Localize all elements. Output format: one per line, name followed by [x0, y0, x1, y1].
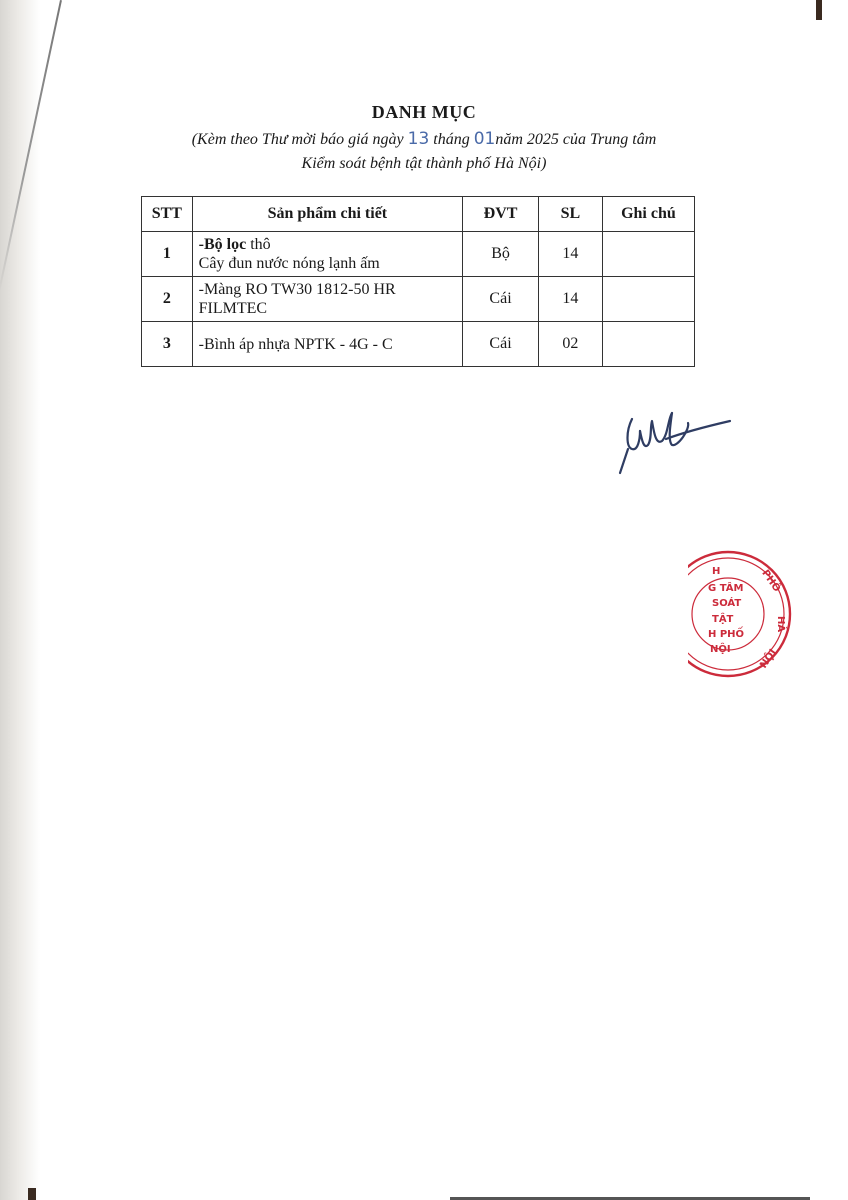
cell-quantity: 14	[539, 232, 603, 277]
subtitle-suffix: năm 2025 của Trung tâm	[495, 131, 657, 148]
product-name: -Bình áp nhựa NPTK - 4G - C	[198, 335, 393, 353]
cell-unit: Bộ	[463, 232, 539, 277]
header-quantity: SL	[539, 197, 603, 232]
product-name-line2: FILMTEC	[198, 300, 268, 317]
cell-quantity: 14	[539, 277, 603, 322]
cell-unit: Cái	[463, 322, 539, 367]
product-name-line2: Cây đun nước nóng lạnh ấm	[198, 255, 380, 272]
document-subtitle	[0, 127, 848, 176]
scan-corner-mark	[816, 0, 822, 20]
stamp-text: G TÂM	[708, 583, 744, 594]
cell-note	[602, 277, 694, 322]
header-product-detail: Sản phẩm chi tiết	[192, 197, 462, 232]
cell-product	[192, 277, 462, 322]
header-note: Ghi chú	[602, 197, 694, 232]
header-unit: ĐVT	[463, 197, 539, 232]
product-name: -Màng RO TW30 1812-50 HR	[198, 281, 396, 298]
subtitle-line-1	[0, 127, 848, 152]
document-title: DANH MỤC	[371, 102, 477, 122]
subtitle-prefix: (Kèm theo Thư mời báo giá ngày	[191, 131, 408, 148]
table-row	[142, 277, 695, 322]
cell-stt: 3	[142, 322, 193, 367]
product-name: thô	[246, 236, 271, 253]
handwritten-day: 13	[407, 129, 430, 149]
scan-bottom-mark	[28, 1188, 36, 1200]
scan-page-edge	[0, 0, 40, 1200]
stamp-text: H	[712, 566, 721, 577]
subtitle-month-label: tháng	[429, 131, 474, 148]
stamp-ring-text: HÀ	[775, 616, 786, 633]
handwritten-month: 01	[473, 129, 496, 149]
product-table	[141, 196, 695, 367]
cell-note	[602, 322, 694, 367]
stamp-ring-text: NỘI	[758, 647, 779, 671]
header-stt: STT	[142, 197, 193, 232]
table-header-row	[142, 197, 695, 232]
cell-quantity: 02	[539, 322, 603, 367]
stamp-ring-text: PHỐ	[759, 568, 783, 595]
stamp-text: H PHỐ	[708, 629, 745, 640]
stamp-text: TẬT	[712, 614, 734, 625]
table-row	[142, 322, 695, 367]
cell-unit: Cái	[463, 277, 539, 322]
document-header	[0, 102, 848, 176]
red-official-seal	[688, 542, 800, 684]
cell-product	[192, 322, 462, 367]
stamp-text: SOÁT	[712, 598, 742, 609]
stamp-text: NỘI	[710, 644, 731, 655]
handwritten-signature	[618, 405, 736, 477]
cell-note	[602, 232, 694, 277]
table-row	[142, 232, 695, 277]
subtitle-line-2: Kiểm soát bệnh tật thành phố Hà Nội)	[301, 155, 547, 172]
cell-stt: 2	[142, 277, 193, 322]
product-name-bold: -Bộ lọc	[198, 236, 247, 253]
cell-product	[192, 232, 462, 277]
cell-stt: 1	[142, 232, 193, 277]
